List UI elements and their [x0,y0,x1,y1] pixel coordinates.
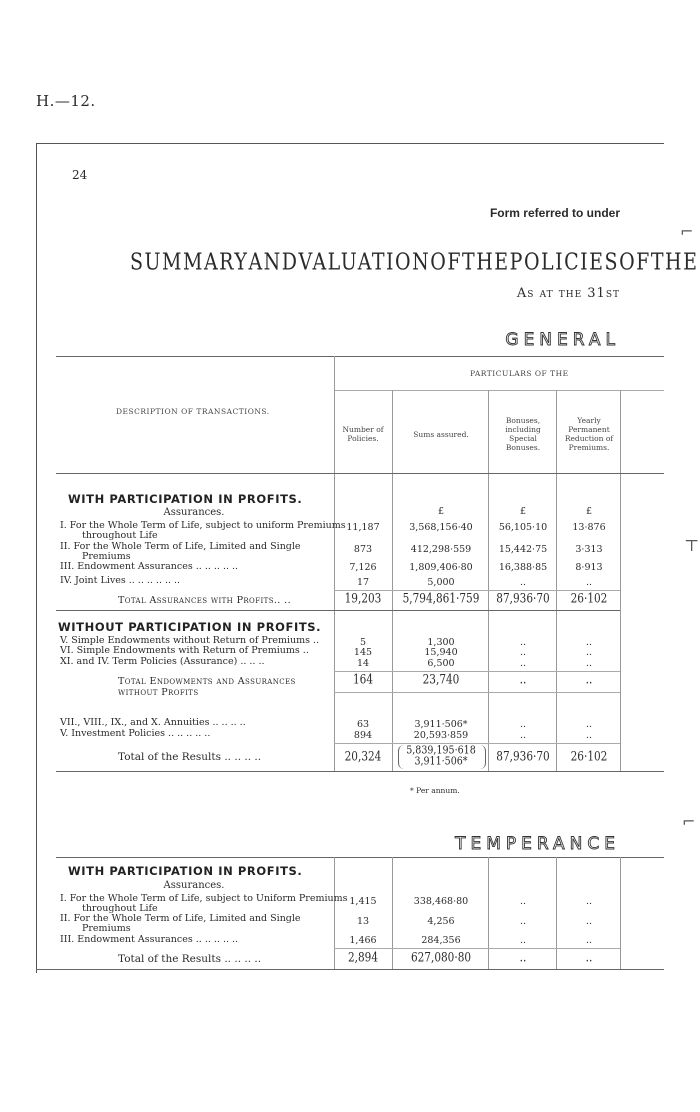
grand-total-bonuses: 87,936·70 [496,749,550,765]
title-word: VALUATION [298,248,431,276]
grand-total-sums: 5,839,195·618 [406,743,476,757]
frame-top-rule [36,143,664,144]
title-word: THE [650,248,699,276]
table-top-rule [56,356,664,357]
cell-yearly: 13·876 [572,522,606,533]
temperance-heading: TEMPERANCE [455,834,620,854]
total-sums: 23,740 [422,672,460,688]
column-rule-3 [488,390,489,771]
title-word: OF [430,248,463,276]
document-title [130,248,699,276]
total-label: Total Endowments and Assurances without Profits [118,676,296,698]
title-word: THE [462,248,510,276]
currency-symbol: £ [519,506,527,517]
section-heading: WITHOUT PARTICIPATION IN PROFITS. [58,620,322,634]
cell-bonuses: .. [519,916,527,927]
currency-symbol: £ [585,506,593,517]
grand-total-yearly: 26·102 [570,749,608,765]
binding-mark-icon: ⊤ [684,536,700,555]
cell-number: 145 [353,647,373,658]
temperance-top-rule [56,857,664,858]
cell-yearly: 3·313 [575,544,603,555]
frame-left-rule [36,143,37,973]
title-word: OF [619,248,651,276]
cell-yearly: .. [585,647,593,658]
cell-number: 894 [353,730,373,741]
cell-sums: 412,298·559 [410,544,472,555]
cell-yearly: .. [585,916,593,927]
total-number: 2,894 [347,950,379,966]
cell-bonuses: .. [519,658,527,669]
col-header-bonuses: Bonuses, including Special Bonuses. [505,416,541,452]
col-header-number: Number of Policies. [342,425,384,443]
page-bottom-rule [36,969,664,970]
particulars-rule [334,390,664,391]
cell-sums: 4,256 [427,916,455,927]
cell-yearly: .. [585,935,593,946]
total-sums: 627,080·80 [410,950,472,966]
cell-number: 17 [356,577,370,588]
binding-mark-icon: ⌐ [680,222,694,241]
cell-yearly: .. [585,896,593,907]
total-yearly: 26·102 [570,591,608,607]
cell-bonuses: 16,388·85 [498,562,548,573]
header-bottom-rule [56,473,664,474]
table-row-label: II. For the Whole Term of Life, Limited and Single Premiums [60,541,301,562]
column-rule-5 [620,390,621,771]
table-row-label: II. For the Whole Term of Life, Limited and Single Premiums [60,913,301,934]
cell-bonuses: .. [519,719,527,730]
grand-total-sums-annuities: 3,911·506* [414,754,468,768]
table-bottom-rule [56,771,664,772]
cell-sums: 3,568,156·40 [409,522,473,533]
title-word: AND [248,248,299,276]
total-number: 19,203 [344,591,382,607]
cell-sums: 20,593·859 [413,730,469,741]
table-row-label: III. Endowment Assurances .. .. .. .. .. [60,561,239,572]
table-row-label: V. Investment Policies .. .. .. .. .. [60,728,211,739]
cell-number: 7,126 [349,562,377,573]
section-rule [56,610,620,611]
subsection-heading: Assurances. [163,880,225,891]
cell-bonuses: .. [519,647,527,658]
cell-number: 63 [356,719,370,730]
title-word: POLICIES [509,248,620,276]
particulars-heading: PARTICULARS OF THE [470,369,569,378]
cell-yearly: .. [585,658,593,669]
table-row-label: VI. Simple Endowments with Return of Premiums .. [60,645,309,656]
col-header-sums: Sums assured. [413,430,469,439]
section-heading: WITH PARTICIPATION IN PROFITS. [68,492,303,506]
currency-symbol: £ [437,506,445,517]
footnote: * Per annum. [410,786,460,795]
total-yearly: .. [585,950,593,966]
grand-total-label: Total of the Results .. .. .. .. [118,751,262,763]
total-bonuses: .. [519,950,527,966]
total-sums: 5,794,861·759 [402,591,480,607]
column-rule-5 [620,857,621,969]
table-row-label: XI. and IV. Term Policies (Assurance) .. .. .. [60,656,265,667]
cell-bonuses: .. [519,730,527,741]
table-row-label: V. Simple Endowments without Return of Premiums .. [60,635,320,646]
cell-yearly: .. [585,577,593,588]
column-rule-2 [392,857,393,969]
cell-number: 1,466 [349,935,377,946]
total-yearly: .. [585,672,593,688]
cell-number: 11,187 [346,522,380,533]
as-at-date: As at the 31st [516,286,620,301]
cell-number: 873 [353,544,373,555]
total-label: Total Assurances with Profits.. .. [118,595,291,606]
cell-sums: 338,468·80 [413,896,469,907]
col-header-yearly: Yearly Permanent Reduction of Premiums. [564,416,614,452]
cell-number: 5 [359,637,367,648]
subtotal-rule [334,692,620,693]
page-reference: H.—12. [36,92,96,110]
cell-sums: 6,500 [427,658,455,669]
cell-bonuses: 56,105·10 [498,522,548,533]
cell-sums: 5,000 [427,577,455,588]
page-number: 24 [72,168,88,182]
section-heading: WITH PARTICIPATION IN PROFITS. [68,864,303,878]
cell-sums: 3,911·506* [414,719,468,730]
column-rule-4 [556,390,557,771]
column-rule-2 [392,390,393,771]
table-row-label: IV. Joint Lives .. .. .. .. .. .. [60,575,181,586]
general-heading: GENERAL [505,330,620,350]
cell-number: 13 [356,916,370,927]
table-row-label: III. Endowment Assurances .. .. .. .. .. [60,934,239,945]
cell-yearly: .. [585,730,593,741]
cell-bonuses: .. [519,896,527,907]
subtotal-rule [334,948,620,949]
subsection-heading: Assurances. [163,507,225,518]
cell-sums: 1,809,406·80 [409,562,473,573]
description-heading: DESCRIPTION OF TRANSACTIONS. [116,407,270,416]
table-row-label: I. For the Whole Term of Life, subject to uniform Premiums throughout Life [60,520,346,541]
cell-sums: 284,356 [421,935,461,946]
cell-number: 14 [356,658,370,669]
title-word: SUMMARY [130,248,249,276]
grand-total-number: 20,324 [344,749,382,765]
cell-sums: 1,300 [427,637,455,648]
cell-yearly: 8·913 [575,562,603,573]
cell-yearly: .. [585,637,593,648]
form-reference: Form referred to under [489,206,620,220]
cell-sums: 15,940 [424,647,458,658]
table-row-label: VII., VIII., IX., and X. Annuities .. .. .. .. [60,717,246,728]
column-rule-4 [556,857,557,969]
subtotal-rule [334,743,620,744]
cell-number: 1,415 [349,896,377,907]
total-bonuses: 87,936·70 [496,591,550,607]
total-label: Total of the Results .. .. .. .. [118,953,262,965]
cell-yearly: .. [585,719,593,730]
cell-bonuses: .. [519,637,527,648]
column-rule-3 [488,857,489,969]
table-row-label: I. For the Whole Term of Life, subject to Uniform Premiums throughout Life [60,893,348,914]
binding-mark-icon: ⌐ [682,812,696,831]
total-number: 164 [352,672,374,688]
column-rule-1 [334,356,335,771]
cell-bonuses: 15,442·75 [498,544,548,555]
total-bonuses: .. [519,672,527,688]
cell-bonuses: .. [519,577,527,588]
cell-bonuses: .. [519,935,527,946]
